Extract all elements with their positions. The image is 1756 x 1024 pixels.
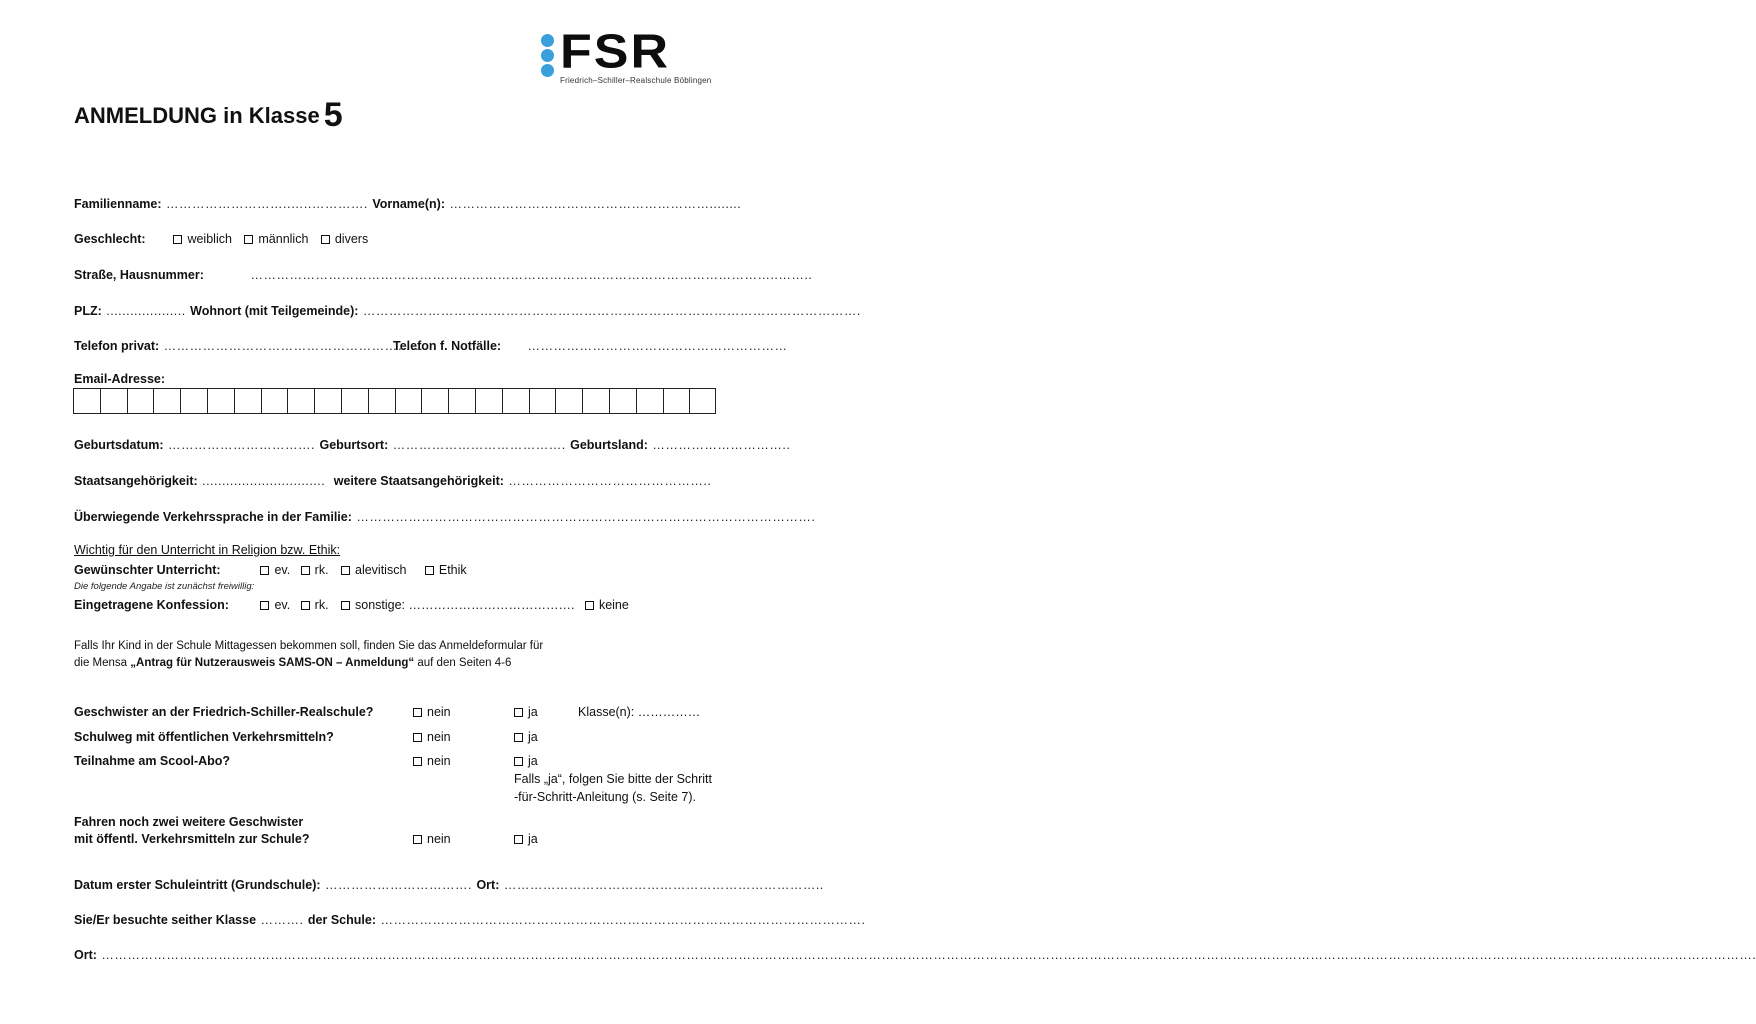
scoolabo-note-2: -für-Schritt-Anleitung (s. Seite 7). <box>514 790 697 804</box>
staatsangehoerigkeit-field[interactable]: ............................... <box>202 474 326 488</box>
konfession-row <box>74 596 629 614</box>
konfession-keine-option[interactable] <box>585 598 629 612</box>
religion-note: Die folgende Angabe ist zunächst freiwillig: <box>74 581 255 592</box>
religion-wunsch-row <box>74 561 467 579</box>
option-label: sonstige: …………………………………. <box>355 598 575 612</box>
geburtsort-label: Geburtsort: <box>319 438 389 452</box>
email-char-cell[interactable] <box>368 388 395 414</box>
strasse-label: Straße, Hausnummer: <box>74 268 204 282</box>
checkbox-icon[interactable] <box>514 708 523 717</box>
konfession-sonstige-option[interactable] <box>341 598 574 612</box>
checkbox-icon[interactable] <box>413 835 422 844</box>
checkbox-icon[interactable] <box>413 757 422 766</box>
schuleintritt-field[interactable]: ……………………………. <box>325 878 472 892</box>
email-label: Email-Adresse: <box>74 372 166 386</box>
telefon-privat-field[interactable]: …………………………………………………… <box>163 339 424 353</box>
email-char-cell[interactable] <box>73 388 100 414</box>
checkbox-icon[interactable] <box>321 235 330 244</box>
schule-field[interactable]: …………………………………………………………………………………………………. <box>380 913 866 927</box>
religion-ethik-option[interactable] <box>425 563 467 577</box>
konfession-label: Eingetragene Konfession: <box>74 598 229 612</box>
zwei-geschwister-ja-option[interactable] <box>514 832 538 846</box>
religion-rk-option[interactable] <box>301 563 329 577</box>
geschlecht-row <box>74 230 368 248</box>
option-label: alevitisch <box>355 563 407 577</box>
scoolabo-nein-option[interactable] <box>413 754 451 768</box>
checkbox-icon[interactable] <box>425 566 434 575</box>
ort-label: Ort: <box>74 948 97 962</box>
page-title <box>74 96 343 135</box>
vorname-label: Vorname(n): <box>372 197 445 211</box>
checkbox-icon[interactable] <box>173 235 182 244</box>
vorname-field[interactable]: ……………………………………………………........ <box>449 197 742 211</box>
geburtsdatum-field[interactable]: ……………………………. <box>168 438 316 452</box>
email-char-cell[interactable] <box>261 388 288 414</box>
telefon-notfall-row <box>393 337 787 355</box>
geburtsland-label: Geburtsland: <box>570 438 648 452</box>
religion-wunsch-label: Gewünschter Unterricht: <box>74 563 221 577</box>
schuleintritt-label: Datum erster Schuleintritt (Grundschule): <box>74 878 321 892</box>
seither-klasse-row <box>74 911 865 929</box>
geburtsdatum-label: Geburtsdatum: <box>74 438 164 452</box>
email-char-cell[interactable] <box>555 388 582 414</box>
email-field[interactable] <box>73 388 716 414</box>
staatsangehoerigkeit-label: Staatsangehörigkeit: <box>74 474 198 488</box>
geburtsland-field[interactable]: ………………………….. <box>652 438 791 452</box>
option-label: nein <box>427 754 451 768</box>
checkbox-icon[interactable] <box>514 835 523 844</box>
logo-text: FSR <box>560 25 670 79</box>
geschlecht-label: Geschlecht: <box>74 232 146 246</box>
checkbox-icon[interactable] <box>341 601 350 610</box>
staatsangehoerigkeit-row <box>74 472 711 490</box>
geburtsort-field[interactable]: …………………………………. <box>392 438 566 452</box>
email-char-cell[interactable] <box>421 388 448 414</box>
checkbox-icon[interactable] <box>301 566 310 575</box>
schulweg-label: Schulweg mit öffentlichen Verkehrsmitteln? <box>74 730 334 744</box>
mensa-suffix: auf den Seiten 4-6 <box>414 657 512 669</box>
logo-subtitle: Friedrich–Schiller–Realschule Böblingen <box>560 76 712 85</box>
religion-ev-option[interactable] <box>260 563 290 577</box>
mensa-line-2 <box>74 657 511 669</box>
weitere-staatsangehoerigkeit-label: weitere Staatsangehörigkeit: <box>333 474 504 488</box>
option-label: nein <box>427 832 451 846</box>
familienname-field[interactable]: ………………………..…..…………. <box>165 197 368 211</box>
strasse-field[interactable]: …………………………………………………………………………………………………………..…….. <box>250 268 813 282</box>
option-label: ev. <box>274 598 291 612</box>
familienname-label: Familienname: <box>74 197 162 211</box>
ort-row <box>74 946 1756 964</box>
option-label: divers <box>334 232 369 246</box>
schule-label: der Schule: <box>307 913 376 927</box>
plz-field[interactable]: .................... <box>106 304 186 318</box>
telefon-privat-label: Telefon privat: <box>74 339 160 353</box>
email-char-cell[interactable] <box>663 388 690 414</box>
email-char-cell[interactable] <box>395 388 422 414</box>
schuleintritt-ort-label: Ort: <box>476 878 500 892</box>
checkbox-icon[interactable] <box>341 566 350 575</box>
option-label: ev. <box>274 563 291 577</box>
geschlecht-maennlich-option[interactable] <box>244 232 308 246</box>
option-label: nein <box>427 705 451 719</box>
option-label: rk. <box>314 598 329 612</box>
checkbox-icon[interactable] <box>514 733 523 742</box>
email-char-cell[interactable] <box>153 388 180 414</box>
option-label: ja <box>528 730 538 744</box>
geburt-row <box>74 436 790 454</box>
mensa-line-1: Falls Ihr Kind in der Schule Mittagessen bekommen soll, finden Sie das Anmeldeformular für <box>74 640 544 652</box>
wohnort-field[interactable]: ……………………………………………………………………………………………………. <box>362 304 861 318</box>
email-char-cell[interactable] <box>180 388 207 414</box>
scoolabo-label: Teilnahme am Scool-Abo? <box>74 754 231 768</box>
plz-row <box>74 302 861 320</box>
checkbox-icon[interactable] <box>260 566 269 575</box>
zwei-geschwister-label-1: Fahren noch zwei weitere Geschwister <box>74 815 304 829</box>
mensa-prefix: die Mensa <box>74 657 131 669</box>
email-char-cell[interactable] <box>689 388 716 414</box>
schulweg-nein-option[interactable] <box>413 730 451 744</box>
title-grade: 5 <box>323 96 343 134</box>
checkbox-icon[interactable] <box>413 733 422 742</box>
checkbox-icon[interactable] <box>244 235 253 244</box>
ort-field[interactable]: …………………………………………………………………………………………………………………………………………………………………………………………………………………………………………………………………………………………………………………………………………………. <box>101 948 1756 962</box>
email-char-cell[interactable] <box>234 388 261 414</box>
seither-klasse-label: Sie/Er besuchte seither Klasse <box>74 913 257 927</box>
plz-label: PLZ: <box>74 304 102 318</box>
email-char-cell[interactable] <box>609 388 636 414</box>
option-label: nein <box>427 730 451 744</box>
email-char-cell[interactable] <box>314 388 341 414</box>
option-label: weiblich <box>187 232 232 246</box>
email-char-cell[interactable] <box>502 388 529 414</box>
geschwister-ja-option[interactable] <box>514 705 538 719</box>
email-char-cell[interactable] <box>100 388 127 414</box>
schuleintritt-row <box>74 876 824 894</box>
geschlecht-divers-option[interactable] <box>321 232 368 246</box>
schuleintritt-ort-field[interactable]: ……………………………………………………………….. <box>503 878 824 892</box>
scoolabo-ja-option[interactable] <box>514 754 538 768</box>
geschwister-label: Geschwister an der Friedrich-Schiller-Realschule? <box>74 705 374 719</box>
option-label: rk. <box>314 563 329 577</box>
option-label: Ethik <box>438 563 467 577</box>
email-char-cell[interactable] <box>448 388 475 414</box>
konfession-rk-option[interactable] <box>301 598 329 612</box>
schulweg-ja-option[interactable] <box>514 730 538 744</box>
konfession-ev-option[interactable] <box>260 598 290 612</box>
geschlecht-weiblich-option[interactable] <box>173 232 231 246</box>
school-logo <box>540 25 730 88</box>
email-char-cell[interactable] <box>341 388 368 414</box>
scoolabo-note-1: Falls „ja“, folgen Sie bitte der Schritt <box>514 772 712 786</box>
option-label: männlich <box>258 232 309 246</box>
zwei-geschwister-label-2: mit öffentl. Verkehrsmitteln zur Schule? <box>74 832 310 846</box>
email-char-cell[interactable] <box>582 388 609 414</box>
checkbox-icon[interactable] <box>585 601 594 610</box>
email-char-cell[interactable] <box>475 388 502 414</box>
verkehrssprache-label: Überwiegende Verkehrssprache in der Familie: <box>74 510 352 524</box>
religion-heading: Wichtig für den Unterricht in Religion bzw. Ethik: <box>74 543 341 557</box>
checkbox-icon[interactable] <box>413 708 422 717</box>
mensa-form-name: „Antrag für Nutzerausweis SAMS-ON – Anmeldung“ <box>130 657 415 669</box>
option-label: ja <box>528 754 538 768</box>
telefon-privat-row <box>74 337 424 355</box>
familienname-row <box>74 195 741 213</box>
wohnort-label: Wohnort (mit Teilgemeinde): <box>190 304 359 318</box>
email-char-cell[interactable] <box>636 388 663 414</box>
option-label: ja <box>528 705 538 719</box>
verkehrssprache-field[interactable]: ……………………………………………………………………………………………. <box>356 510 816 524</box>
geschwister-klasse-field[interactable]: Klasse(n): …………… <box>578 705 701 719</box>
checkbox-icon[interactable] <box>301 601 310 610</box>
telefon-notfall-field[interactable]: …………………………………………………… <box>527 339 788 353</box>
verkehrssprache-row <box>74 508 815 526</box>
email-char-cell[interactable] <box>207 388 234 414</box>
title-text: ANMELDUNG in Klasse <box>74 103 320 128</box>
strasse-row <box>74 266 812 284</box>
religion-alevitisch-option[interactable] <box>341 563 406 577</box>
geschwister-nein-option[interactable] <box>413 705 451 719</box>
weitere-staatsangehoerigkeit-field[interactable]: ……………………………………….. <box>508 474 712 488</box>
email-char-cell[interactable] <box>529 388 556 414</box>
email-char-cell[interactable] <box>127 388 154 414</box>
checkbox-icon[interactable] <box>260 601 269 610</box>
zwei-geschwister-nein-option[interactable] <box>413 832 451 846</box>
option-label: ja <box>528 832 538 846</box>
email-char-cell[interactable] <box>287 388 314 414</box>
seither-klasse-field[interactable]: ………. <box>260 913 304 927</box>
option-label: keine <box>598 598 629 612</box>
telefon-notfall-label: Telefon f. Notfälle: <box>393 339 502 353</box>
checkbox-icon[interactable] <box>514 757 523 766</box>
